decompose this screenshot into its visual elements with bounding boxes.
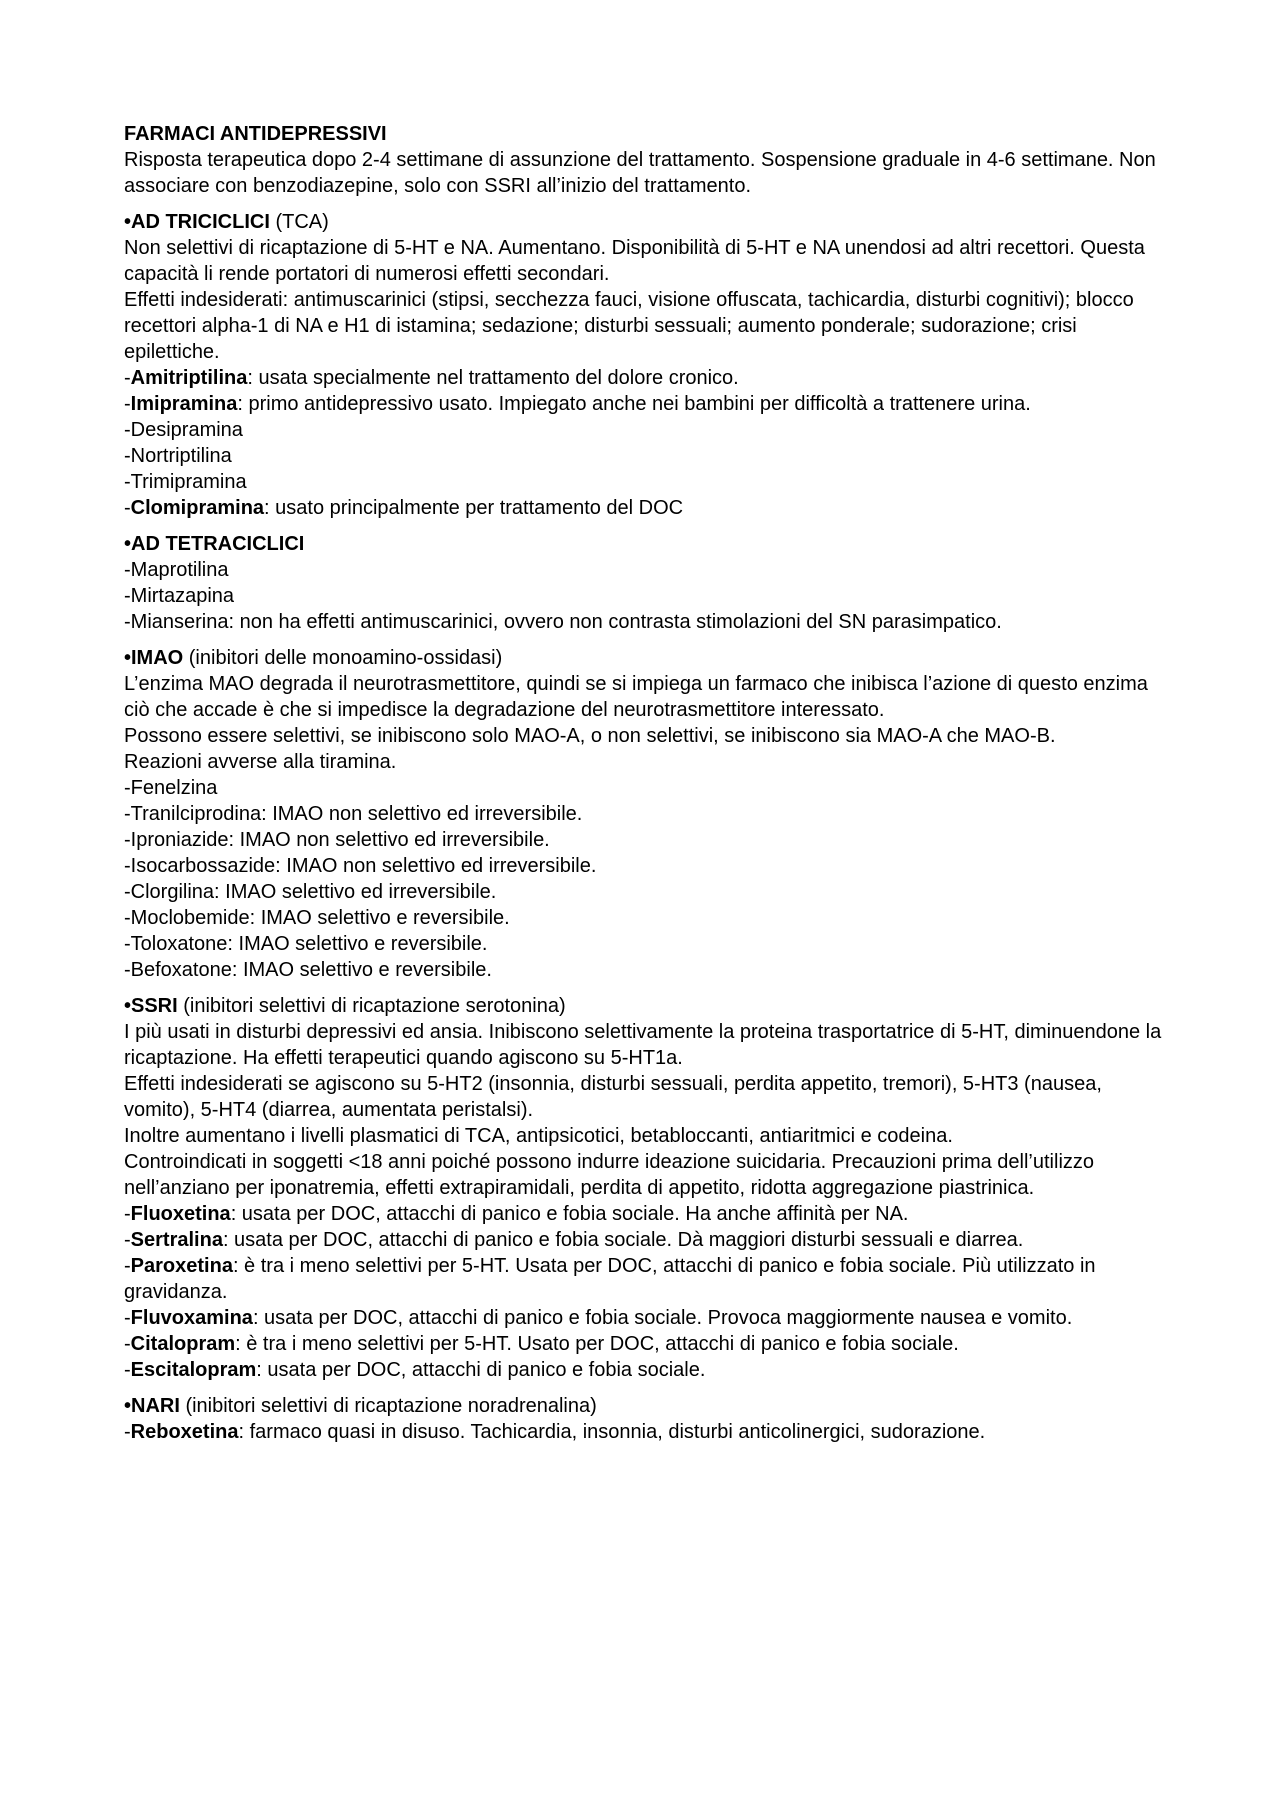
bold-run: Reboxetina — [130, 1421, 239, 1443]
section-heading — [124, 645, 1174, 671]
text-run: I più usati in disturbi depressivi ed ansia. Inibiscono selettivamente la proteina trasportatrice di 5-HT, diminuendone la ricaptazione. Ha effetti terapeutici quando agiscono su 5-HT1a. — [124, 1021, 1162, 1069]
text-run: -Iproniazide: IMAO non selettivo ed irreversibile. — [124, 829, 550, 851]
document-title — [124, 121, 1174, 147]
text-line — [124, 931, 1174, 957]
text-line — [124, 469, 1174, 495]
text-line — [124, 1331, 1174, 1357]
text-run: -Trimipramina — [124, 471, 247, 493]
text-run: -Clorgilina: IMAO selettivo ed irreversibile. — [124, 881, 497, 903]
text-run: Controindicati in soggetti <18 anni poiché possono indurre ideazione suicidaria. Precauzioni prima dell’utilizzo nell’anziano per iponatremia, effetti extrapiramidali, perdita di appetito, ridotta aggregazione piastrinica. — [124, 1151, 1095, 1199]
text-run: : usata per DOC, attacchi di panico e fobia sociale. Provoca maggiormente nausea e vomito. — [252, 1307, 1073, 1329]
text-line — [124, 557, 1174, 583]
text-line — [124, 1019, 1174, 1071]
text-run: -Mianserina: non ha effetti antimuscarinici, ovvero non contrasta stimolazioni del SN parasimpatico. — [124, 611, 1002, 633]
text-run: Non selettivi di ricaptazione di 5-HT e NA. Aumentano. Disponibilità di 5-HT e NA unendosi ad altri recettori. Questa capacità li rende portatori di numerosi effetti secondari. — [124, 237, 1145, 285]
text-run: : primo antidepressivo usato. Impiegato anche nei bambini per difficoltà a trattenere urina. — [237, 393, 1031, 415]
text-run: -Befoxatone: IMAO selettivo e reversibile. — [124, 959, 492, 981]
text-run: : usata specialmente nel trattamento del dolore cronico. — [247, 367, 739, 389]
section-heading — [124, 209, 1174, 235]
text-line — [124, 775, 1174, 801]
bold-run: Fluoxetina — [130, 1203, 231, 1225]
text-run: : è tra i meno selettivi per 5-HT. Usata per DOC, attacchi di panico e fobia sociale. Più utilizzato in gravidanza. — [124, 1255, 1096, 1303]
text-line — [124, 957, 1174, 983]
text-run: Effetti indesiderati se agiscono su 5-HT2 (insonnia, disturbi sessuali, perdita appetito, tremori), 5-HT3 (nausea, vomito), 5-HT4 (diarrea, aumentata peristalsi). — [124, 1073, 1102, 1121]
bold-run: Amitriptilina — [130, 367, 248, 389]
text-run: : usata per DOC, attacchi di panico e fobia sociale. Ha anche affinità per NA. — [230, 1203, 909, 1225]
text-run: - — [124, 1333, 131, 1355]
text-run: : farmaco quasi in disuso. Tachicardia, insonnia, disturbi anticolinergici, sudorazione. — [238, 1421, 986, 1443]
text-line — [124, 1149, 1174, 1201]
text-line — [124, 443, 1174, 469]
text-line — [124, 147, 1174, 199]
document-section — [124, 993, 1174, 1383]
text-line — [124, 1201, 1174, 1227]
document-section — [124, 1393, 1174, 1445]
bold-run: Clomipramina — [130, 497, 265, 519]
text-run: : è tra i meno selettivi per 5-HT. Usato per DOC, attacchi di panico e fobia sociale. — [235, 1333, 959, 1355]
text-run: (inibitori selettivi di ricaptazione serotonina) — [177, 995, 566, 1017]
text-run: - — [124, 1203, 131, 1225]
bold-run: Paroxetina — [130, 1255, 233, 1277]
bold-run: Fluvoxamina — [130, 1307, 253, 1329]
document-page — [124, 121, 1174, 1455]
text-run: Inoltre aumentano i livelli plasmatici di TCA, antipsicotici, betabloccanti, antiaritmici e codeina. — [124, 1125, 953, 1147]
text-run: -Tranilciprodina: IMAO non selettivo ed irreversibile. — [124, 803, 583, 825]
text-run: - — [124, 497, 131, 519]
text-line — [124, 1419, 1174, 1445]
text-line — [124, 1305, 1174, 1331]
text-run: -Nortriptilina — [124, 445, 232, 467]
text-line — [124, 235, 1174, 287]
text-run: -Toloxatone: IMAO selettivo e reversibile. — [124, 933, 488, 955]
text-run: -Fenelzina — [124, 777, 218, 799]
text-line — [124, 853, 1174, 879]
text-run: L’enzima MAO degrada il neurotrasmettitore, quindi se si impiega un farmaco che inibisca l’azione di questo enzima ciò che accade è che si impedisce la degradazione del neurotrasmettitore interessato. — [124, 673, 1148, 721]
bold-run: •AD TETRACICLICI — [124, 533, 305, 555]
text-run: -Desipramina — [124, 419, 243, 441]
text-line — [124, 723, 1174, 749]
text-run: (TCA) — [269, 211, 329, 233]
bold-run: •IMAO — [124, 647, 184, 669]
document-section — [124, 209, 1174, 521]
text-run: - — [124, 1359, 131, 1381]
text-line — [124, 801, 1174, 827]
text-line — [124, 287, 1174, 365]
section-heading — [124, 531, 1174, 557]
text-line — [124, 905, 1174, 931]
text-run: Reazioni avverse alla tiramina. — [124, 751, 397, 773]
section-heading — [124, 1393, 1174, 1419]
section-heading — [124, 993, 1174, 1019]
text-run: - — [124, 367, 131, 389]
text-line — [124, 609, 1174, 635]
text-run: -Mirtazapina — [124, 585, 235, 607]
text-run: -Maprotilina — [124, 559, 229, 581]
text-line — [124, 671, 1174, 723]
text-run: - — [124, 393, 131, 415]
text-line — [124, 417, 1174, 443]
text-line — [124, 1253, 1174, 1305]
text-run: Risposta terapeutica dopo 2-4 settimane di assunzione del trattamento. Sospensione graduale in 4-6 settimane. Non associare con benzodiazepine, solo con SSRI all’inizio del trattamento. — [124, 149, 1156, 197]
bold-run: FARMACI ANTIDEPRESSIVI — [124, 123, 387, 145]
text-line — [124, 495, 1174, 521]
document-section — [124, 531, 1174, 635]
text-line — [124, 827, 1174, 853]
text-run: : usato principalmente per trattamento del DOC — [264, 497, 684, 519]
text-run: (inibitori delle monoamino-ossidasi) — [183, 647, 503, 669]
bold-run: Escitalopram — [130, 1359, 257, 1381]
text-run: Possono essere selettivi, se inibiscono solo MAO-A, o non selettivi, se inibiscono sia MAO-A che MAO-B. — [124, 725, 1056, 747]
text-run: : usata per DOC, attacchi di panico e fobia sociale. Dà maggiori disturbi sessuali e diarrea. — [222, 1229, 1024, 1251]
text-run: Effetti indesiderati: antimuscarinici (stipsi, secchezza fauci, visione offuscata, tachicardia, disturbi cognitivi); blocco recettori alpha-1 di NA e H1 di istamina; sedazione; disturbi sessuali; aumento ponderale; sudorazione; crisi epilettiche. — [124, 289, 1134, 363]
text-run: : usata per DOC, attacchi di panico e fobia sociale. — [256, 1359, 706, 1381]
bold-run: Sertralina — [130, 1229, 223, 1251]
bold-run: •NARI — [124, 1395, 180, 1417]
text-line — [124, 879, 1174, 905]
text-run: (inibitori selettivi di ricaptazione noradrenalina) — [179, 1395, 597, 1417]
bold-run: •SSRI — [124, 995, 178, 1017]
text-run: - — [124, 1307, 131, 1329]
text-line — [124, 583, 1174, 609]
text-line — [124, 1071, 1174, 1123]
text-line — [124, 1227, 1174, 1253]
text-run: - — [124, 1255, 131, 1277]
text-run: -Moclobemide: IMAO selettivo e reversibile. — [124, 907, 510, 929]
bold-run: Citalopram — [130, 1333, 236, 1355]
text-line — [124, 1123, 1174, 1149]
document-section — [124, 121, 1174, 199]
text-run: - — [124, 1229, 131, 1251]
text-line — [124, 1357, 1174, 1383]
text-run: - — [124, 1421, 131, 1443]
text-line — [124, 365, 1174, 391]
bold-run: Imipramina — [130, 393, 238, 415]
text-line — [124, 391, 1174, 417]
text-run: -Isocarbossazide: IMAO non selettivo ed irreversibile. — [124, 855, 597, 877]
bold-run: •AD TRICICLICI — [124, 211, 270, 233]
document-section — [124, 645, 1174, 983]
text-line — [124, 749, 1174, 775]
